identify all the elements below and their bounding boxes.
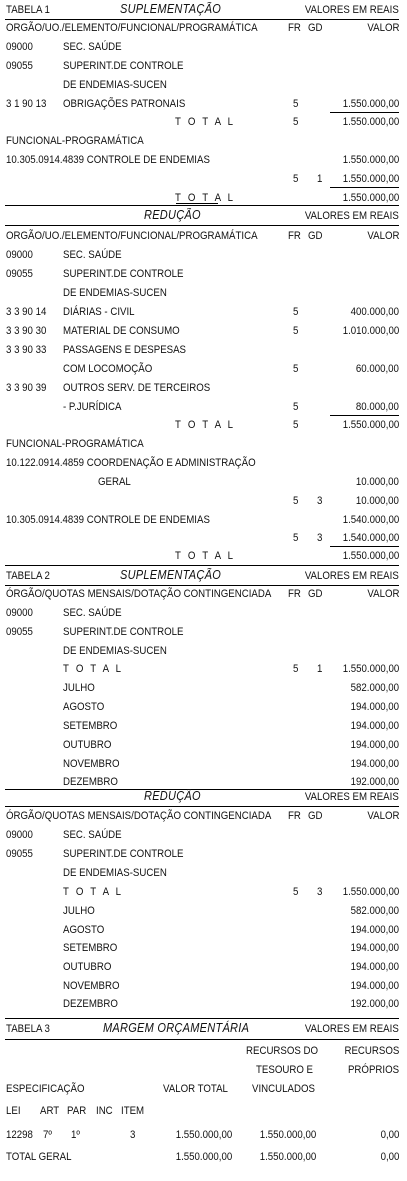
element-fr: 5 [293,363,299,375]
month-name: SETEMBRO [63,942,118,954]
funcional-fr: 5 [293,495,299,507]
column-header-gd: GD [308,22,323,34]
month-valor: 582.000,00 [350,905,399,917]
month-valor: 194.000,00 [350,739,399,751]
funcional-valor: 10.000,00 [355,476,399,488]
element-code: 3 1 90 13 [6,98,47,110]
underline [176,203,218,204]
uo-name: SUPERINT.DE CONTROLE [63,60,184,72]
values-header: VALORES EM REAIS [305,570,399,582]
org-name: SEC. SAÚDE [63,829,122,841]
org-name: SEC. SAÚDE [63,249,122,261]
section-title-suplementacao: SUPLEMENTAÇÃO [120,568,222,582]
uo-name-line2: DE ENDEMIAS-SUCEN [63,287,167,299]
uo-name: SUPERINT.DE CONTROLE [63,626,184,638]
values-header: VALORES EM REAIS [305,4,399,16]
column-header-description: ORGÃO/UO./ELEMENTO/FUNCIONAL/PROGRAMÁTICA [6,230,258,242]
uo-code: 09055 [6,268,33,280]
section-title-reducao: REDUÇÃO [144,789,201,803]
divider [5,1039,399,1040]
funcional-valor-2: 1.550.000,00 [342,173,399,185]
subheader-item: ITEM [121,1105,145,1117]
total-geral-tesouro: 1.550.000,00 [259,1151,316,1163]
divider [5,806,399,807]
month-valor: 194.000,00 [350,701,399,713]
month-valor: 194.000,00 [350,720,399,732]
total-fr: 5 [293,116,299,128]
column-header-valor: VALOR [366,230,399,242]
column-header-proprios: RECURSOS [344,1045,399,1057]
section-title-margem: MARGEM ORÇAMENTÁRIA [103,1021,250,1035]
underline [330,546,399,547]
month-valor: 194.000,00 [350,980,399,992]
row-valor-total: 1.550.000,00 [175,1129,232,1141]
row-proprios: 0,00 [380,1129,399,1141]
funcional-code-name: 10.305.0914.4839 CONTROLE DE ENDEMIAS [6,154,210,166]
month-name: JULHO [63,905,95,917]
month-name: SETEMBRO [63,720,118,732]
month-name: AGOSTO [63,924,105,936]
element-code: 3 3 90 14 [6,306,47,318]
funcional-gd: 1 [317,173,323,185]
org-name: SEC. SAÚDE [63,607,122,619]
underline [330,415,399,416]
month-valor: 192.000,00 [350,776,399,788]
element-code: 3 3 90 30 [6,325,47,337]
element-name-line2: - P.JURÍDICA [63,401,122,413]
month-valor: 194.000,00 [350,758,399,770]
total-valor: 1.550.000,00 [342,663,399,675]
column-header-gd: GD [308,810,323,822]
month-name: NOVEMBRO [63,980,120,992]
table-label: TABELA 1 [6,4,50,16]
subheader-art: ART [40,1105,60,1117]
column-header-fr: FR [288,22,301,34]
month-valor: 194.000,00 [350,924,399,936]
column-header-tesouro-line3: VINCULADOS [252,1083,315,1095]
funcional-valor-2: 10.000,00 [355,495,399,507]
funcional-valor: 1.540.000,00 [342,514,399,526]
element-name: MATERIAL DE CONSUMO [63,325,180,337]
underline [330,187,399,188]
element-valor: 1.010.000,00 [342,325,399,337]
uo-name-line2: DE ENDEMIAS-SUCEN [63,645,167,657]
divider [5,205,399,206]
column-header-tesouro-line2: TESOURO E [256,1064,314,1076]
subheader-lei: LEI [6,1105,21,1117]
total-geral-valor: 1.550.000,00 [175,1151,232,1163]
uo-code: 09055 [6,848,33,860]
element-name: DIÁRIAS - CIVIL [63,306,135,318]
total-label: T O T A L [63,663,124,675]
month-name: OUTUBRO [63,739,112,751]
column-header-fr: FR [288,230,301,242]
funcional-fr: 5 [293,173,299,185]
uo-code: 09055 [6,60,33,72]
month-name: AGOSTO [63,701,105,713]
column-header-description: ORGÃO/UO./ELEMENTO/FUNCIONAL/PROGRAMÁTICA [6,22,258,34]
total-label: T O T A L [175,550,236,562]
column-header-valor: VALOR [366,22,399,34]
element-name-line2: COM LOCOMOÇÃO [63,363,153,375]
funcional-programatica-label: FUNCIONAL-PROGRAMÁTICA [6,438,144,450]
divider [5,585,399,586]
org-code: 09000 [6,607,33,619]
element-fr: 5 [293,401,299,413]
column-header-gd: GD [308,230,323,242]
table-label: TABELA 2 [6,570,50,582]
element-name: OBRIGAÇÕES PATRONAIS [63,98,186,110]
total-geral-proprios: 0,00 [380,1151,399,1163]
section-title-suplementacao: SUPLEMENTAÇÃO [120,2,222,16]
row-lei: 12298 [6,1129,33,1141]
row-item: 3 [130,1129,136,1141]
subheader-inc: INC [96,1105,113,1117]
total-fr: 5 [293,419,299,431]
funcional-programatica-label: FUNCIONAL-PROGRAMÁTICA [6,135,144,147]
divider [5,19,399,20]
funcional-valor-2: 1.540.000,00 [342,532,399,544]
total-valor: 1.550.000,00 [342,192,399,204]
column-header-fr: FR [288,810,301,822]
month-name: DEZEMBRO [63,998,118,1010]
month-name: OUTUBRO [63,961,112,973]
month-name: DEZEMBRO [63,776,118,788]
org-code: 09000 [6,41,33,53]
element-valor: 1.550.000,00 [342,98,399,110]
funcional-code-name: 10.122.0914.4859 COORDENAÇÃO E ADMINISTRAÇÃO [6,457,256,469]
total-gd: 3 [317,886,323,898]
org-code: 09000 [6,249,33,261]
total-geral-label: TOTAL GERAL [6,1151,72,1163]
total-valor: 1.550.000,00 [342,116,399,128]
column-header-tesouro: RECURSOS DO [246,1045,319,1057]
column-header-description: ÓRGÃO/QUOTAS MENSAIS/DOTAÇÃO CONTINGENCIADA [6,810,272,822]
funcional-code-name: 10.305.0914.4839 CONTROLE DE ENDEMIAS [6,514,210,526]
column-header-gd: GD [308,588,323,600]
total-label: T O T A L [175,192,236,204]
column-header-valor: VALOR [366,588,399,600]
row-tesouro: 1.550.000,00 [259,1129,316,1141]
funcional-fr: 5 [293,532,299,544]
funcional-valor: 1.550.000,00 [342,154,399,166]
total-fr: 5 [293,886,299,898]
element-code: 3 3 90 33 [6,344,47,356]
column-header-description: ÓRGÃO/QUOTAS MENSAIS/DOTAÇÃO CONTINGENCIADA [6,588,272,600]
total-label: T O T A L [175,419,236,431]
uo-name-line2: DE ENDEMIAS-SUCEN [63,867,167,879]
funcional-name-line2: GERAL [98,476,131,488]
column-header-especificacao: ESPECIFICAÇÃO [6,1083,85,1095]
element-name: PASSAGENS E DESPESAS [63,344,187,356]
total-gd: 1 [317,663,323,675]
column-header-valor: VALOR [366,810,399,822]
values-header: VALORES EM REAIS [305,1023,399,1035]
element-valor: 400.000,00 [350,306,399,318]
divider [5,1018,399,1019]
uo-name: SUPERINT.DE CONTROLE [63,848,184,860]
org-name: SEC. SAÚDE [63,41,122,53]
element-fr: 5 [293,306,299,318]
column-header-proprios-line2: PRÓPRIOS [347,1064,399,1076]
funcional-gd: 3 [317,532,323,544]
row-art: 7º [43,1129,52,1141]
month-valor: 194.000,00 [350,942,399,954]
element-valor: 60.000,00 [355,363,399,375]
element-fr: 5 [293,325,299,337]
funcional-gd: 3 [317,495,323,507]
values-header: VALORES EM REAIS [305,210,399,222]
column-header-fr: FR [288,588,301,600]
month-name: NOVEMBRO [63,758,120,770]
uo-code: 09055 [6,626,33,638]
divider [5,225,399,226]
element-code: 3 3 90 39 [6,382,47,394]
uo-name: SUPERINT.DE CONTROLE [63,268,184,280]
month-valor: 582.000,00 [350,682,399,694]
underline [330,112,399,113]
total-valor: 1.550.000,00 [342,550,399,562]
values-header: VALORES EM REAIS [305,791,399,803]
element-valor: 80.000,00 [355,401,399,413]
month-name: JULHO [63,682,95,694]
total-fr: 5 [293,663,299,675]
total-label: T O T A L [175,116,236,128]
org-code: 09000 [6,829,33,841]
total-valor: 1.550.000,00 [342,886,399,898]
subheader-par: PAR [67,1105,87,1117]
element-fr: 5 [293,98,299,110]
total-label: T O T A L [63,886,124,898]
month-valor: 194.000,00 [350,961,399,973]
element-name: OUTROS SERV. DE TERCEIROS [63,382,211,394]
column-header-valor-total: VALOR TOTAL [163,1083,228,1095]
total-valor: 1.550.000,00 [342,419,399,431]
section-title-reducao: REDUÇÃO [144,208,201,222]
month-valor: 192.000,00 [350,998,399,1010]
divider [5,565,399,566]
uo-name-line2: DE ENDEMIAS-SUCEN [63,79,167,91]
row-par: 1º [71,1129,80,1141]
divider [5,789,399,790]
table-label: TABELA 3 [6,1023,50,1035]
